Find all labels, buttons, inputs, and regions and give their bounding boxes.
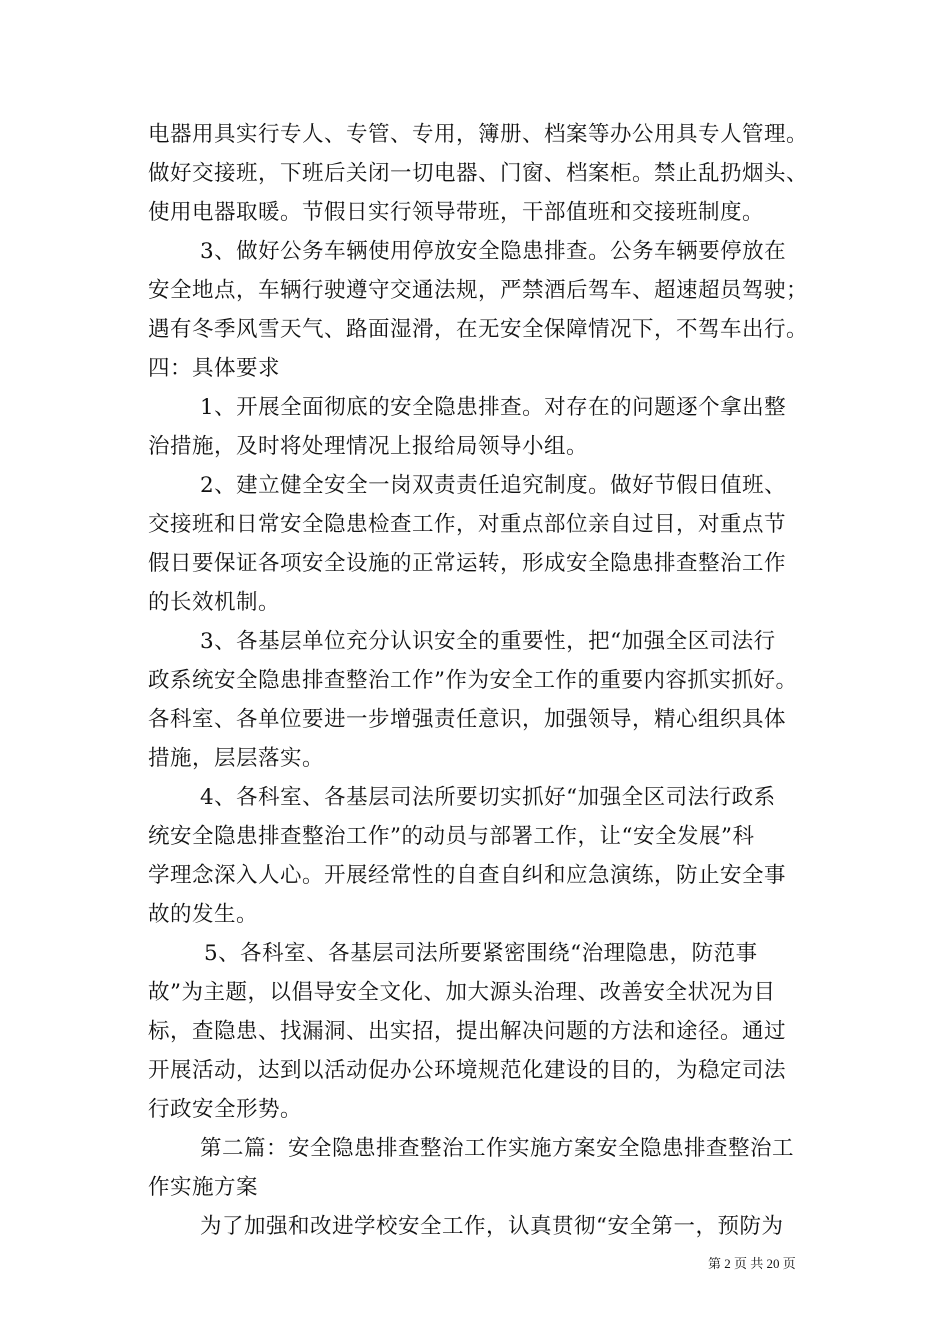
text-line: 政系统安全隐患排查整治工作”作为安全工作的重要内容抓实抓好。	[148, 668, 798, 693]
section-heading: 四：具体要求	[148, 356, 281, 381]
text-line: 各科室、各单位要进一步增强责任意识，加强领导，精心组织具体	[148, 707, 787, 732]
text-line: 学理念深入人心。开展经常性的自查自纠和应急演练，防止安全事	[148, 863, 787, 888]
text-line: 统安全隐患排查整治工作”的动员与部署工作，让“安全发展”科	[148, 824, 755, 849]
text-line: 电器用具实行专人、专管、专用，簿册、档案等办公用具专人管理。	[148, 122, 809, 147]
page-number-footer: 第 2 页 共 20 页	[708, 1256, 796, 1271]
section-title: 作实施方案	[148, 1175, 259, 1200]
text-line: 1、开展全面彻底的安全隐患排查。对存在的问题逐个拿出整	[200, 395, 787, 420]
text-line: 的长效机制。	[148, 590, 281, 615]
text-line: 2、建立健全安全一岗双责责任追究制度。做好节假日值班、	[200, 473, 787, 498]
text-line: 行政安全形势。	[148, 1097, 303, 1122]
text-line: 故的发生。	[148, 902, 259, 927]
text-line: 4、各科室、各基层司法所要切实抓好“加强全区司法行政系	[200, 785, 776, 810]
text-line: 开展活动，达到以活动促办公环境规范化建设的目的，为稳定司法	[148, 1058, 787, 1083]
text-line: 做好交接班，下班后关闭一切电器、门窗、档案柜。禁止乱扔烟头、	[148, 161, 809, 186]
text-line: 假日要保证各项安全设施的正常运转，形成安全隐患排查整治工作	[148, 551, 787, 576]
text-line: 交接班和日常安全隐患检查工作，对重点部位亲自过目，对重点节	[148, 512, 787, 537]
text-line: 遇有冬季风雪天气、路面湿滑，在无安全保障情况下，不驾车出行。	[148, 317, 809, 342]
text-line: 使用电器取暖。节假日实行领导带班，干部值班和交接班制度。	[148, 200, 765, 225]
text-line: 为了加强和改进学校安全工作，认真贯彻“安全第一，预防为	[200, 1214, 784, 1239]
text-line: 措施，层层落实。	[148, 746, 325, 771]
text-line: 5、各科室、各基层司法所要紧密围绕“治理隐患，防范事	[204, 941, 758, 966]
text-line: 故”为主题，以倡导安全文化、加大源头治理、改善安全状况为目	[148, 980, 776, 1005]
section-title: 第二篇：安全隐患排查整治工作实施方案安全隐患排查整治工	[200, 1136, 795, 1161]
text-line: 安全地点，车辆行驶遵守交通法规，严禁酒后驾车、超速超员驾驶；	[148, 278, 809, 303]
text-line: 3、做好公务车辆使用停放安全隐患排查。公务车辆要停放在	[200, 239, 787, 264]
text-line: 治措施，及时将处理情况上报给局领导小组。	[148, 434, 589, 459]
text-line: 3、各基层单位充分认识安全的重要性，把“加强全区司法行	[200, 629, 776, 654]
text-line: 标，查隐患、找漏洞、出实招，提出解决问题的方法和途径。通过	[148, 1019, 787, 1044]
